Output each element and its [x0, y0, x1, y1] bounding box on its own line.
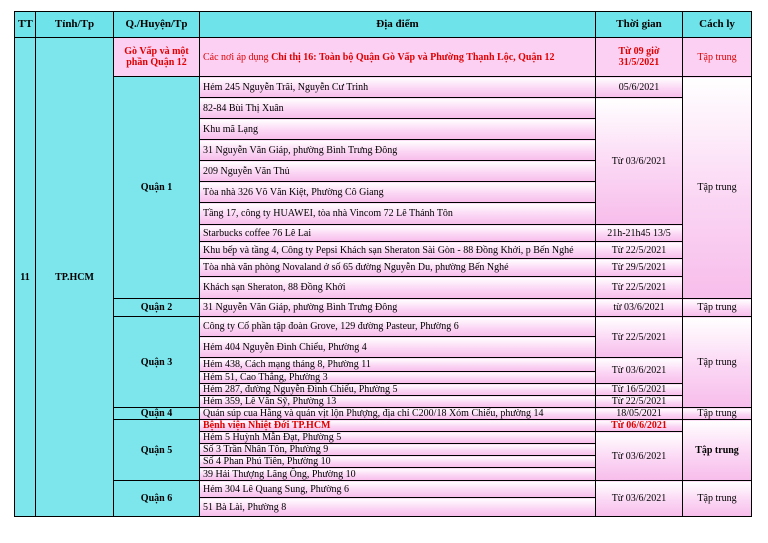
place: Quán súp cua Hằng và quán vịt lộn Phượng, địa chỉ C200/18 Xóm Chiếu, phường 14: [200, 408, 596, 420]
place: Hẻm 51, Cao Thắng, Phường 3: [200, 372, 596, 384]
header-location: Địa điểm: [200, 12, 596, 38]
place: Starbucks coffee 76 Lê Lai: [200, 225, 596, 242]
place: 51 Bà Lài, Phường 8: [200, 498, 596, 517]
time: 05/6/2021: [596, 77, 683, 98]
q2-isolation: Tập trung: [683, 299, 752, 317]
time: 21h-21h45 13/5: [596, 225, 683, 242]
place: Tòa nhà 326 Võ Văn Kiệt, Phường Cô Giang: [200, 182, 596, 203]
district-q3: Quận 3: [114, 317, 200, 408]
header-time: Thời gian: [596, 12, 683, 38]
isolation-table: [14, 11, 752, 517]
q3-isolation: Tập trung: [683, 317, 752, 408]
time: Từ 22/5/2021: [596, 396, 683, 408]
place: Hẻm 359, Lê Văn Sỹ, Phường 13: [200, 396, 596, 408]
time: Từ 22/5/2021: [596, 242, 683, 259]
place: Bệnh viện Nhiệt Đới TP.HCM: [200, 420, 596, 432]
district-q1: Quận 1: [114, 77, 200, 299]
time: Từ 03/6/2021: [596, 98, 683, 225]
table-row: [15, 77, 752, 98]
govap-time: Từ 09 giờ 31/5/2021: [596, 38, 683, 77]
district-q4: Quận 4: [114, 408, 200, 420]
q6-isolation: Tập trung: [683, 481, 752, 517]
place: Hẻm 287, đường Nguyễn Đình Chiểu, Phường 5: [200, 384, 596, 396]
place: 209 Nguyễn Văn Thủ: [200, 161, 596, 182]
table-row: [15, 481, 752, 498]
header-row: [15, 12, 752, 38]
place: Công ty Cổ phần tập đoàn Grove, 129 đường Pasteur, Phường 6: [200, 317, 596, 337]
govap-place: [200, 38, 596, 77]
district-govap: Gò Vấp và một phần Quận 12: [114, 38, 200, 77]
district-q2: Quận 2: [114, 299, 200, 317]
time: 18/05/2021: [596, 408, 683, 420]
place: Hẻm 304 Lê Quang Sung, Phường 6: [200, 481, 596, 498]
place: Khách sạn Sheraton, 88 Đồng Khởi: [200, 277, 596, 299]
place: 39 Hải Thượng Lãng Ông, Phường 10: [200, 468, 596, 481]
q5-isolation: Tập trung: [683, 420, 752, 481]
time: Từ 03/6/2021: [596, 358, 683, 384]
time: Từ 29/5/2021: [596, 259, 683, 277]
district-q6: Quận 6: [114, 481, 200, 517]
q4-isolation: Tập trung: [683, 408, 752, 420]
time: Từ 16/5/2021: [596, 384, 683, 396]
time: Từ 03/6/2021: [596, 432, 683, 481]
table-row: [15, 38, 752, 77]
place: 82-84 Bùi Thị Xuân: [200, 98, 596, 119]
table-row: [15, 317, 752, 337]
govap-place-bold: Chỉ thị 16: Toàn bộ Quận Gò Vấp và Phường Thạnh Lộc, Quận 12: [271, 51, 555, 63]
header-isolation: Cách ly: [683, 12, 752, 38]
place: Hẻm 5 Huỳnh Mẫn Đạt, Phường 5: [200, 432, 596, 444]
time: Từ 03/6/2021: [596, 481, 683, 517]
place: 31 Nguyễn Văn Giáp, phường Bình Trưng Đông: [200, 140, 596, 161]
place: 31 Nguyễn Văn Giáp, phường Bình Trưng Đông: [200, 299, 596, 317]
tt-cell: 11: [15, 38, 36, 517]
place: Hẻm 438, Cách mạng tháng 8, Phường 11: [200, 358, 596, 372]
place: Hẻm 245 Nguyễn Trãi, Nguyễn Cư Trinh: [200, 77, 596, 98]
place: Số 3 Trần Nhân Tôn, Phường 9: [200, 444, 596, 456]
table-row: [15, 420, 752, 432]
place: Hẻm 404 Nguyễn Đình Chiểu, Phường 4: [200, 337, 596, 358]
header-province: Tỉnh/Tp: [36, 12, 114, 38]
place: Tầng 17, công ty HUAWEI, tòa nhà Vincom 72 Lê Thánh Tôn: [200, 203, 596, 225]
time: Từ 22/5/2021: [596, 277, 683, 299]
time: từ 03/6/2021: [596, 299, 683, 317]
table-row: [15, 299, 752, 317]
place: Khu bếp và tầng 4, Công ty Pepsi Khách sạn Sheraton Sài Gòn - 88 Đồng Khởi, p Bến Nghé: [200, 242, 596, 259]
q1-isolation: Tập trung: [683, 77, 752, 299]
place: Số 4 Phan Phú Tiên, Phường 10: [200, 456, 596, 468]
time: Từ 06/6/2021: [596, 420, 683, 432]
district-q5: Quận 5: [114, 420, 200, 481]
table-row: [15, 408, 752, 420]
province-cell: TP.HCM: [36, 38, 114, 517]
govap-place-prefix: Các nơi áp dụng: [203, 51, 272, 63]
govap-isolation: Tập trung: [683, 38, 752, 77]
header-tt: TT: [15, 12, 36, 38]
place: Tòa nhà văn phòng Novaland ở số 65 đường Nguyễn Du, phường Bến Nghé: [200, 259, 596, 277]
header-district: Q./Huyện/Tp: [114, 12, 200, 38]
place: Khu mã Lạng: [200, 119, 596, 140]
time: Từ 22/5/2021: [596, 317, 683, 358]
